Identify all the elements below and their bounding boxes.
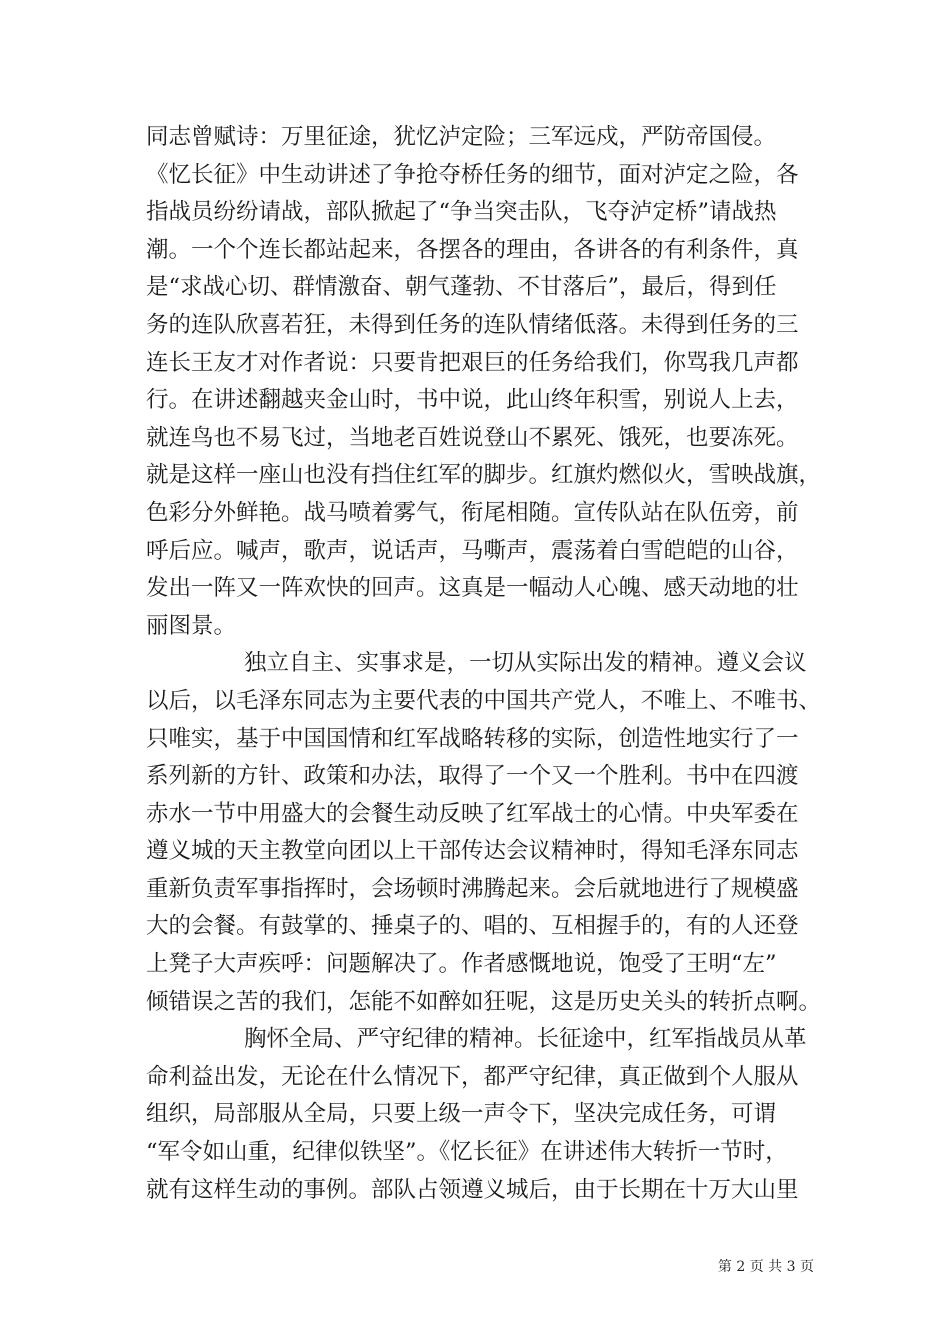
text-line: 上凳子大声疾呼：问题解决了。作者感慨地说，饱受了王明“左” — [146, 951, 777, 978]
text-line: 是“求战心切、群情激奋、朝气蓬勃、不甘落后”，最后，得到任 — [146, 274, 777, 301]
text-line: 同志曾赋诗：万里征途，犹忆泸定险；三军远戍，严防帝国侵。 — [146, 124, 777, 150]
text-line: 色彩分外鲜艳。战马喷着雾气，衔尾相随。宣传队站在队伍旁，前 — [146, 499, 799, 526]
text-line: 遵义城的天主教堂向团以上干部传达会议精神时，得知毛泽东同志 — [146, 838, 799, 865]
text-line: 以后，以毛泽东同志为主要代表的中国共产党人，不唯上、不唯书、 — [146, 687, 822, 714]
text-line: 指战员纷纷请战，部队掀起了“争当突击队，飞夺泸定桥”请战热 — [146, 199, 777, 226]
page-number-footer: 第 2 页 共 3 页 — [717, 1259, 814, 1275]
text-line: 就连鸟也不易飞过，当地老百姓说登山不累死、饿死，也要冻死。 — [146, 424, 799, 451]
text-line: 务的连队欣喜若狂，未得到任务的连队情绪低落。未得到任务的三 — [146, 311, 799, 338]
text-line: 《忆长征》中生动讲述了争抢夺桥任务的细节，面对泸定之险，各 — [146, 161, 799, 188]
paragraph-start-line: 独立自主、实事求是，一切从实际出发的精神。遵义会议 — [244, 650, 807, 677]
text-line: 赤水一节中用盛大的会餐生动反映了红军战士的心情。中央军委在 — [146, 800, 799, 827]
text-line: 就是这样一座山也没有挡住红军的脚步。红旗灼燃似火，雪映战旗， — [146, 462, 822, 489]
text-line: 连长王友才对作者说：只要肯把艰巨的任务给我们，你骂我几声都 — [146, 349, 799, 376]
text-line: 系列新的方针、政策和办法，取得了一个又一个胜利。书中在四渡 — [146, 763, 799, 790]
text-line: 就有这样生动的事例。部队占领遵义城后，由于长期在十万大山里 — [146, 1176, 799, 1203]
text-line: 组织，局部服从全局，只要上级一声令下，坚决完成任务，可谓 — [146, 1101, 777, 1128]
text-line: 丽图景。 — [146, 612, 237, 639]
paragraph-start-line: 胸怀全局、严守纪律的精神。长征途中，红军指战员从革 — [244, 1026, 807, 1053]
text-line: 倾错误之苦的我们，怎能不如醉如狂呢，这是历史关头的转折点啊。 — [146, 988, 822, 1015]
text-line: 重新负责军事指挥时，会场顿时沸腾起来。会后就地进行了规模盛 — [146, 875, 799, 902]
text-line: 只唯实，基于中国国情和红军战略转移的实际，创造性地实行了一 — [146, 725, 799, 752]
text-line: 命利益出发，无论在什么情况下，都严守纪律，真正做到个人服从 — [146, 1063, 799, 1090]
text-line: 呼后应。喊声，歌声，说话声，马嘶声，震荡着白雪皑皑的山谷， — [146, 537, 799, 564]
text-line: “军令如山重，纪律似铁坚”。《忆长征》在讲述伟大转折一节时， — [146, 1139, 788, 1166]
text-line: 行。在讲述翻越夹金山时，书中说，此山终年积雪，别说人上去， — [146, 387, 799, 414]
text-line: 大的会餐。有鼓掌的、捶桌子的、唱的、互相握手的，有的人还登 — [146, 913, 799, 940]
body-text — [146, 119, 822, 1209]
text-line: 潮。一个个连长都站起来，各摆各的理由，各讲各的有利条件，真 — [146, 236, 799, 263]
text-line: 发出一阵又一阵欢快的回声。这真是一幅动人心魄、感天动地的壮 — [146, 575, 799, 602]
